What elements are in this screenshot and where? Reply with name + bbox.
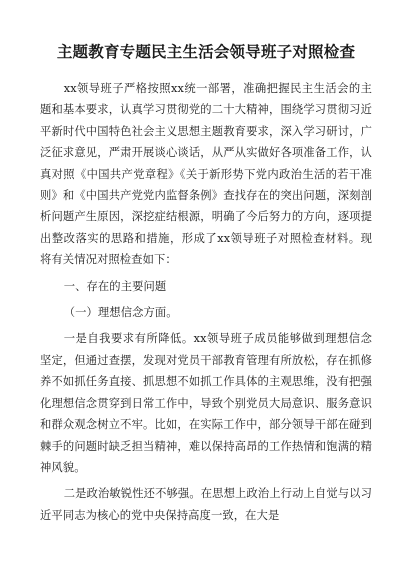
body-paragraph-1: 一是自我要求有所降低。xx领导班子成员能够做到理想信念坚定，但通过查摆，发现对党员干部教育管理有所放松，存在抓修养不如抓任务直接、抓思想不如抓工作具体的主观思维，没有把强化理想信念贯穿到日常工作中，导致个别党员大局意识、服务意识和群众观念树立不牢。比如，在实际工作中，部分领导干部在碰到棘手的问题时缺乏担当精神，难以保持高昂的工作热情和饱满的精神风貌。 bbox=[40, 332, 372, 474]
document-title: 主题教育专题民主生活会领导班子对照检查 bbox=[56, 43, 356, 61]
subsection-heading: （一）理想信念方面。 bbox=[63, 306, 178, 320]
body-paragraph-2: 二是政治敏锐性还不够强。在思想上政治上行动上自觉与以习近平同志为核心的党中央保持高度一致，在大是 bbox=[40, 487, 372, 522]
section-heading: 一、存在的主要问题 bbox=[63, 279, 167, 293]
intro-paragraph: xx领导班子严格按照xx统一部署，准确把握民主生活会的主题和基本要求，认真学习贯彻党的二十大精神，围绕学习贯彻习近平新时代中国特色社会主义思想主题教育要求，深入学习研讨，广泛征求意见，严肃开展谈心谈话，从严从实做好各项准备工作，认真对照《中国共产党章程》《关于新形势下党内政治生活的若干准则》和《中国共产党党内监督条例》查找存在的突出问题，深刻剖析问题产生原因，深挖症结根源，明确了今后努力的方向，逐项提出整改落实的思路和措施，形成了xx领导班子对照检查材料。现将有关情况对照检查如下： bbox=[40, 82, 372, 267]
